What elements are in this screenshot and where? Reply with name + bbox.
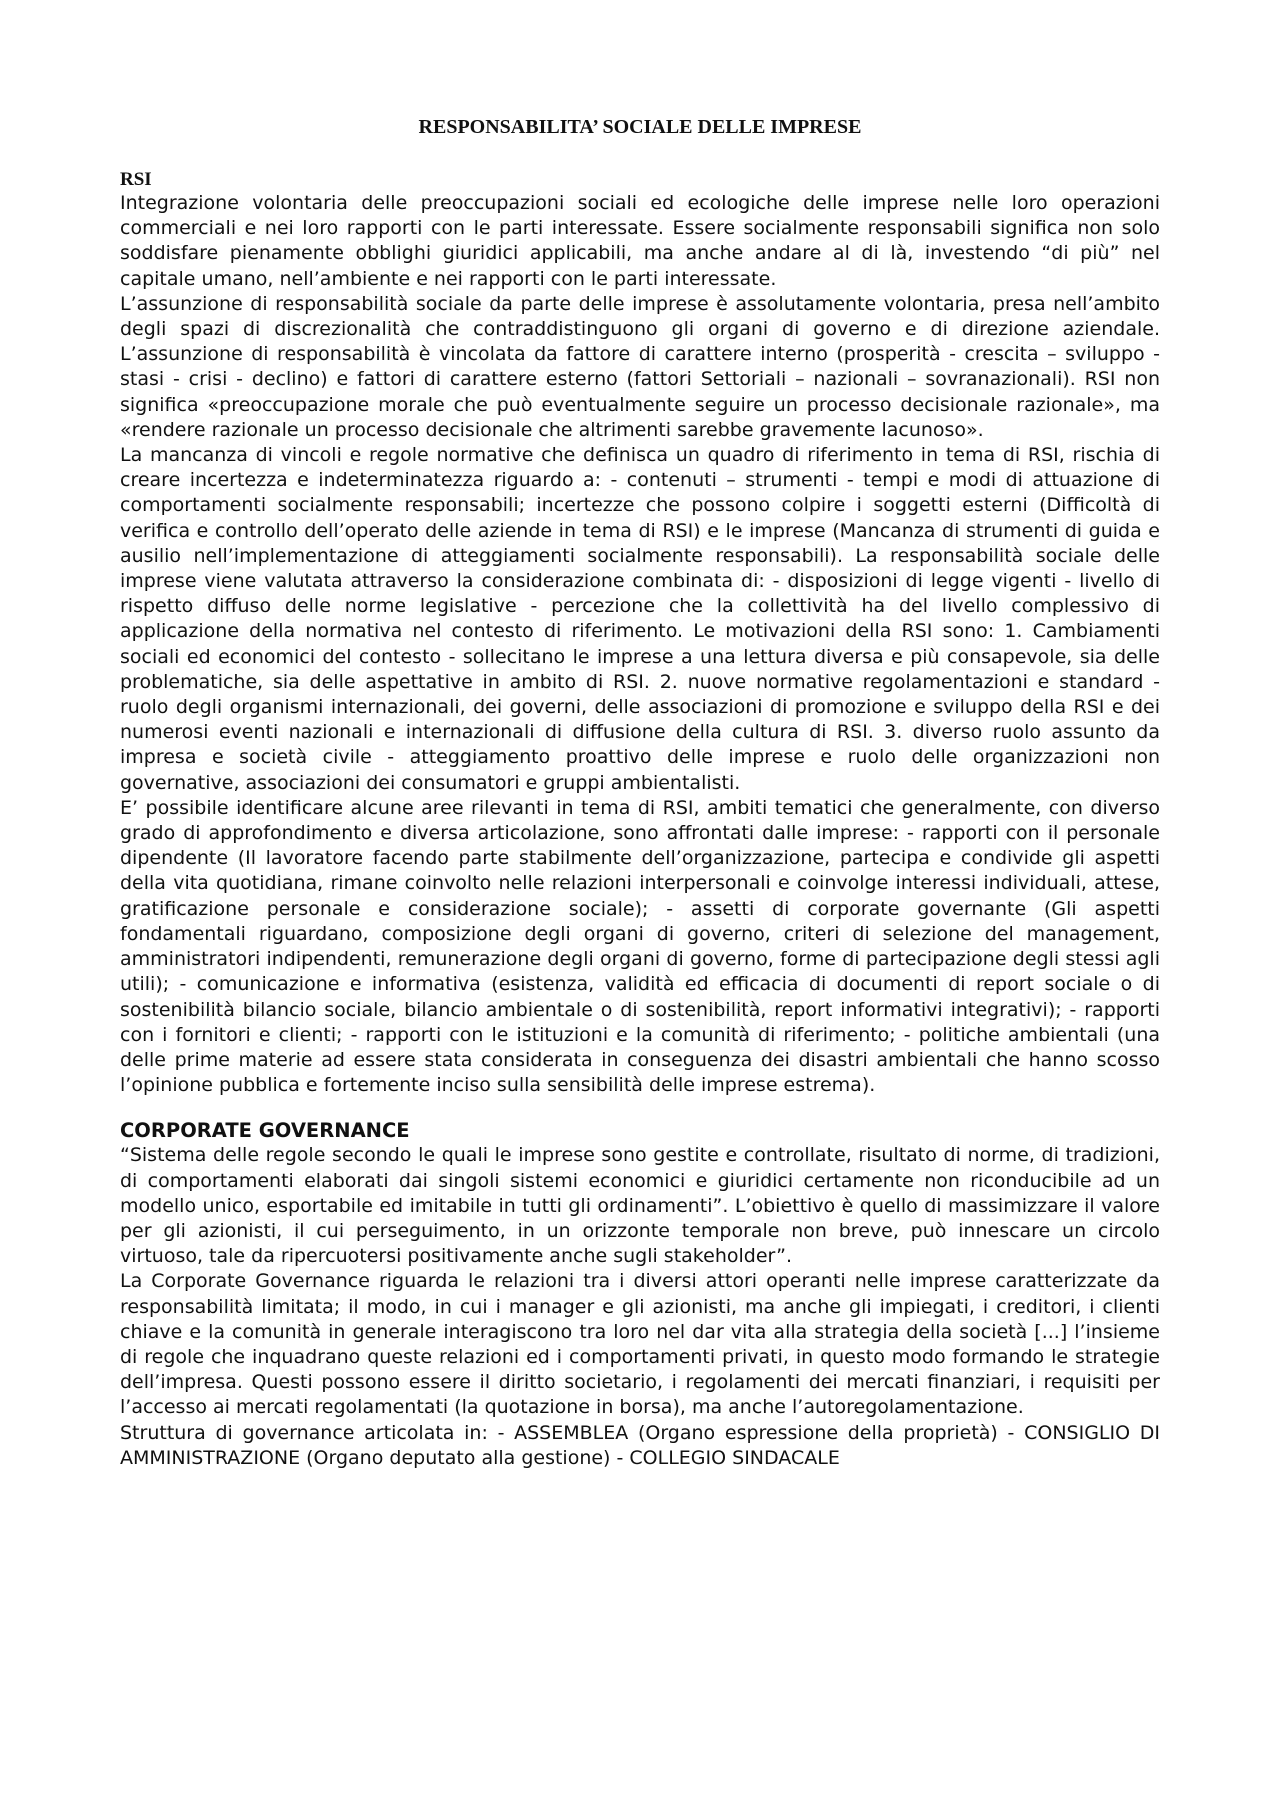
document-page bbox=[120, 115, 1160, 1471]
paragraph: E’ possibile identificare alcune aree rilevanti in tema di RSI, ambiti tematici che generalmente, con diverso grado di approfondimento e diversa articolazione, sono affrontati dalle imprese: - rapporti con il personale dipendente (Il lavoratore facendo parte stabilmente dell’organizzazione, partecipa e condivide gli aspetti della vita quotidiana, rimane coinvolto nelle relazioni interpersonali e coinvolge interessi individuali, attese, gratificazione personale e considerazione sociale); - assetti di corporate governante (Gli aspetti fondamentali riguardano, composizione degli organi di governo, criteri di selezione del management, amministratori indipendenti, remunerazione degli organi di governo, forme di partecipazione degli stessi agli utili); - comunicazione e informativa (esistenza, validità ed efficacia di documenti di report sociale o di sostenibilità bilancio sociale, bilancio ambientale o di sostenibilità, report informativi integrativi); - rapporti con i fornitori e clienti; - rapporti con le istituzioni e la comunità di riferimento; - politiche ambientali (una delle prime materie ad essere stata considerata in conseguenza dei disastri ambientali che hanno scosso l’opinione pubblica e fortemente inciso sulla sensibilità delle imprese estrema). bbox=[120, 796, 1160, 1097]
section-heading-corporate-governance: CORPORATE GOVERNANCE bbox=[120, 1119, 410, 1143]
paragraph: “Sistema delle regole secondo le quali le imprese sono gestite e controllate, risultato di norme, di tradizioni, di comportamenti elaborati dai singoli sistemi economici e giuridici certamente non riconducibile ad un modello unico, esportabile ed imitabile in tutti gli ordinamenti”. L’obiettivo è quello di massimizzare il valore per gli azionisti, il cui perseguimento, in un orizzonte temporale non breve, può innescare un circolo virtuoso, tale da ripercuotersi positivamente anche sugli stakeholder”. bbox=[120, 1144, 1160, 1268]
paragraph: Struttura di governance articolata in: - ASSEMBLEA (Organo espressione della proprietà) - CONSIGLIO DI AMMINISTRAZIONE (Organo deputato alla gestione) - COLLEGIO SINDACALE bbox=[120, 1421, 1160, 1469]
paragraph: Integrazione volontaria delle preoccupazioni sociali ed ecologiche delle imprese nelle loro operazioni commerciali e nei loro rapporti con le parti interessate. Essere socialmente responsabili significa non solo soddisfare pienamente obblighi giuridici applicabili, ma anche andare al di là, investendo “di più” nel capitale umano, nell’ambiente e nei rapporti con le parti interessate. bbox=[120, 192, 1160, 290]
section-heading-rsi: RSI bbox=[120, 169, 152, 190]
document-title: RESPONSABILITA’ SOCIALE DELLE IMPRESE bbox=[418, 116, 862, 138]
paragraph: La Corporate Governance riguarda le relazioni tra i diversi attori operanti nelle imprese caratterizzate da responsabilità limitata; il modo, in cui i manager e gli azionisti, ma anche gli impiegati, i creditori, i clienti chiave e la comunità in generale interagiscono tra loro nel dar vita alla strategia della società [...] l’insieme di regole che inquadrano queste relazioni ed i comportamenti privati, in questo modo formando le strategie dell’impresa. Questi possono essere il diritto societario, i regolamenti dei mercati finanziari, i requisiti per l’accesso ai mercati regolamentati (la quotazione in borsa), ma anche l’autoregolamentazione. bbox=[120, 1270, 1160, 1419]
paragraph: La mancanza di vincoli e regole normative che definisca un quadro di riferimento in tema di RSI, rischia di creare incertezza e indeterminatezza riguardo a: - contenuti – strumenti - tempi e modi di attuazione di comportamenti socialmente responsabili; incertezze che possono colpire i soggetti esterni (Difficoltà di verifica e controllo dell’operato delle aziende in tema di RSI) e le imprese (Mancanza di strumenti di guida e ausilio nell’implementazione di atteggiamenti socialmente responsabili). La responsabilità sociale delle imprese viene valutata attraverso la considerazione combinata di: - disposizioni di legge vigenti - livello di rispetto diffuso delle norme legislative - percezione che la collettività ha del livello complessivo di applicazione della normativa nel contesto di riferimento. Le motivazioni della RSI sono: 1. Cambiamenti sociali ed economici del contesto - sollecitano le imprese a una lettura diversa e più consapevole, sia delle problematiche, sia delle aspettative in ambito di RSI. 2. nuove normative regolamentazioni e standard - ruolo degli organismi internazionali, dei governi, delle associazioni di promozione e sviluppo della RSI e dei numerosi eventi nazionali e internazionali di diffusione della cultura di RSI. 3. diverso ruolo assunto da impresa e società civile - atteggiamento proattivo delle imprese e ruolo delle organizzazioni non governative, associazioni dei consumatori e gruppi ambientalisti. bbox=[120, 444, 1160, 794]
paragraph: L’assunzione di responsabilità sociale da parte delle imprese è assolutamente volontaria, presa nell’ambito degli spazi di discrezionalità che contraddistinguono gli organi di governo e di direzione aziendale. L’assunzione di responsabilità è vincolata da fattore di carattere interno (prosperità - crescita – sviluppo - stasi - crisi - declino) e fattori di carattere esterno (fattori Settoriali – nazionali – sovranazionali). RSI non significa «preoccupazione morale che può eventualmente seguire un processo decisionale razionale», ma «rendere razionale un processo decisionale che altrimenti sarebbe gravemente lacunoso». bbox=[120, 292, 1160, 441]
